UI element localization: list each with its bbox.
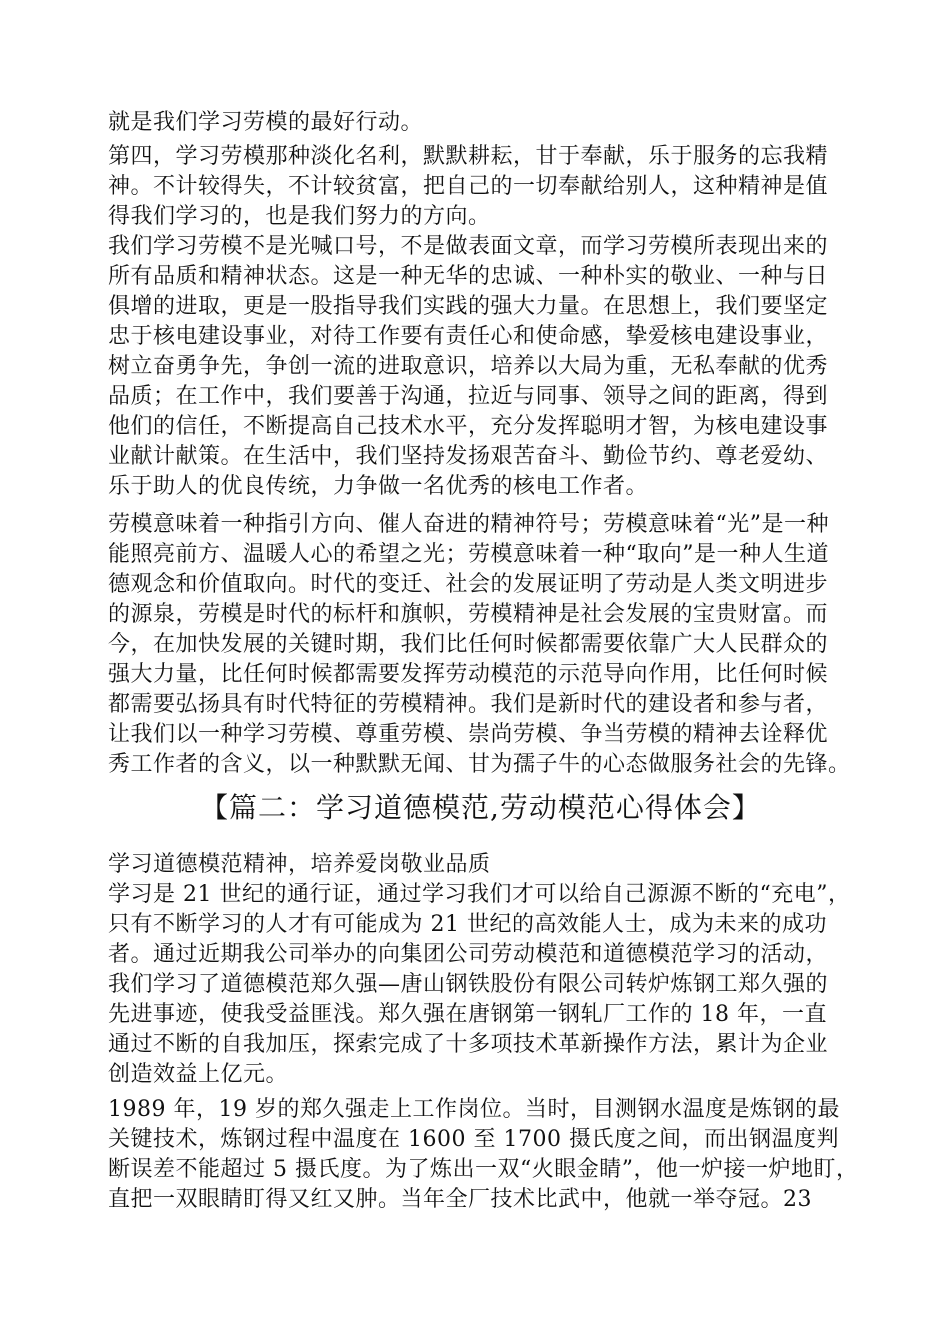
paragraph-line: 俱增的进取，更是一股指导我们实践的强大力量。在思想上，我们要坚定 (108, 294, 829, 319)
paragraph-line: 今，在加快发展的关键时期，我们比任何时候都需要依靠广大人民群众的 (108, 632, 829, 657)
paragraph-line: 通过不断的自我加压，探索完成了十多项技术革新操作方法，累计为企业 (108, 1032, 829, 1057)
paragraph-line: 关键技术，炼钢过程中温度在 1600 至 1700 摄氏度之间，而出钢温度判 (108, 1127, 839, 1152)
section-heading: 【篇二：学习道德模范,劳动模范心得体会】 (200, 791, 761, 824)
paragraph-line: 德观念和价值取向。时代的变迁、社会的发展证明了劳动是人类文明进步 (108, 572, 829, 597)
paragraph-line: 1989 年，19 岁的郑久强走上工作岗位。当时，目测钢水温度是炼钢的最 (108, 1097, 840, 1122)
paragraph-line: 创造效益上亿元。 (108, 1062, 289, 1087)
paragraph-line: 秀工作者的含义，以一种默默无闻、甘为孺子牛的心态做服务社会的先锋。 (108, 752, 851, 777)
paragraph-line: 劳模意味着一种指引方向、催人奋进的精神符号；劳模意味着“光”是一种 (108, 512, 829, 537)
paragraph-line: 我们学习了道德模范郑久强—唐山钢铁股份有限公司转炉炼钢工郑久强的 (108, 972, 829, 997)
paragraph-line: 乐于助人的优良传统，力争做一名优秀的核电工作者。 (108, 474, 649, 499)
paragraph-line: 断误差不能超过 5 摄氏度。为了炼出一双“火眼金睛”，他一炉接一炉地盯， (108, 1157, 859, 1182)
paragraph-line: 的源泉，劳模是时代的标杆和旗帜，劳模精神是社会发展的宝贵财富。而 (108, 602, 829, 627)
paragraph-line: 品质；在工作中，我们要善于沟通，拉近与同事、领导之间的距离，得到 (108, 384, 829, 409)
paragraph-line: 者。通过近期我公司举办的向集团公司劳动模范和道德模范学习的活动， (108, 942, 829, 967)
paragraph-line: 只有不断学习的人才有可能成为 21 世纪的高效能人士，成为未来的成功 (108, 912, 827, 937)
paragraph-line: 神。不计较得失，不计较贫富，把自己的一切奉献给别人，这种精神是值 (108, 174, 829, 199)
paragraph-line: 先进事迹，使我受益匪浅。郑久强在唐钢第一钢轧厂工作的 18 年，一直 (108, 1002, 827, 1027)
paragraph-line: 能照亮前方、温暖人心的希望之光；劳模意味着一种“取向”是一种人生道 (108, 542, 829, 567)
paragraph-line: 第四，学习劳模那种淡化名利，默默耕耘，甘于奉献，乐于服务的忘我精 (108, 144, 829, 169)
paragraph-line: 学习道德模范精神，培养爱岗敬业品质 (108, 852, 491, 877)
paragraph-line: 业献计献策。在生活中，我们坚持发扬艰苦奋斗、勤俭节约、尊老爱幼、 (108, 444, 829, 469)
paragraph-line: 学习是 21 世纪的通行证，通过学习我们才可以给自己源源不断的“充电”， (108, 882, 851, 907)
paragraph-line: 都需要弘扬具有时代特征的劳模精神。我们是新时代的建设者和参与者， (108, 692, 829, 717)
paragraph-line: 强大力量，比任何时候都需要发挥劳动模范的示范导向作用，比任何时候 (108, 662, 829, 687)
paragraph-line: 所有品质和精神状态。这是一种无华的忠诚、一种朴实的敬业、一种与日 (108, 264, 829, 289)
paragraph-line: 他们的信任，不断提高自己技术水平，充分发挥聪明才智，为核电建设事 (108, 414, 829, 439)
paragraph-line: 直把一双眼睛盯得又红又肿。当年全厂技术比武中，他就一举夺冠。23 (108, 1187, 812, 1212)
paragraph-line: 我们学习劳模不是光喊口号，不是做表面文章，而学习劳模所表现出来的 (108, 234, 829, 259)
paragraph-line: 得我们学习的，也是我们努力的方向。 (108, 204, 491, 229)
paragraph-line: 就是我们学习劳模的最好行动。 (108, 110, 424, 135)
paragraph-line: 让我们以一种学习劳模、尊重劳模、崇尚劳模、争当劳模的精神去诠释优 (108, 722, 829, 747)
paragraph-line: 树立奋勇争先，争创一流的进取意识，培养以大局为重，无私奉献的优秀 (108, 354, 829, 379)
paragraph-line: 忠于核电建设事业，对待工作要有责任心和使命感，挚爱核电建设事业， (108, 324, 829, 349)
